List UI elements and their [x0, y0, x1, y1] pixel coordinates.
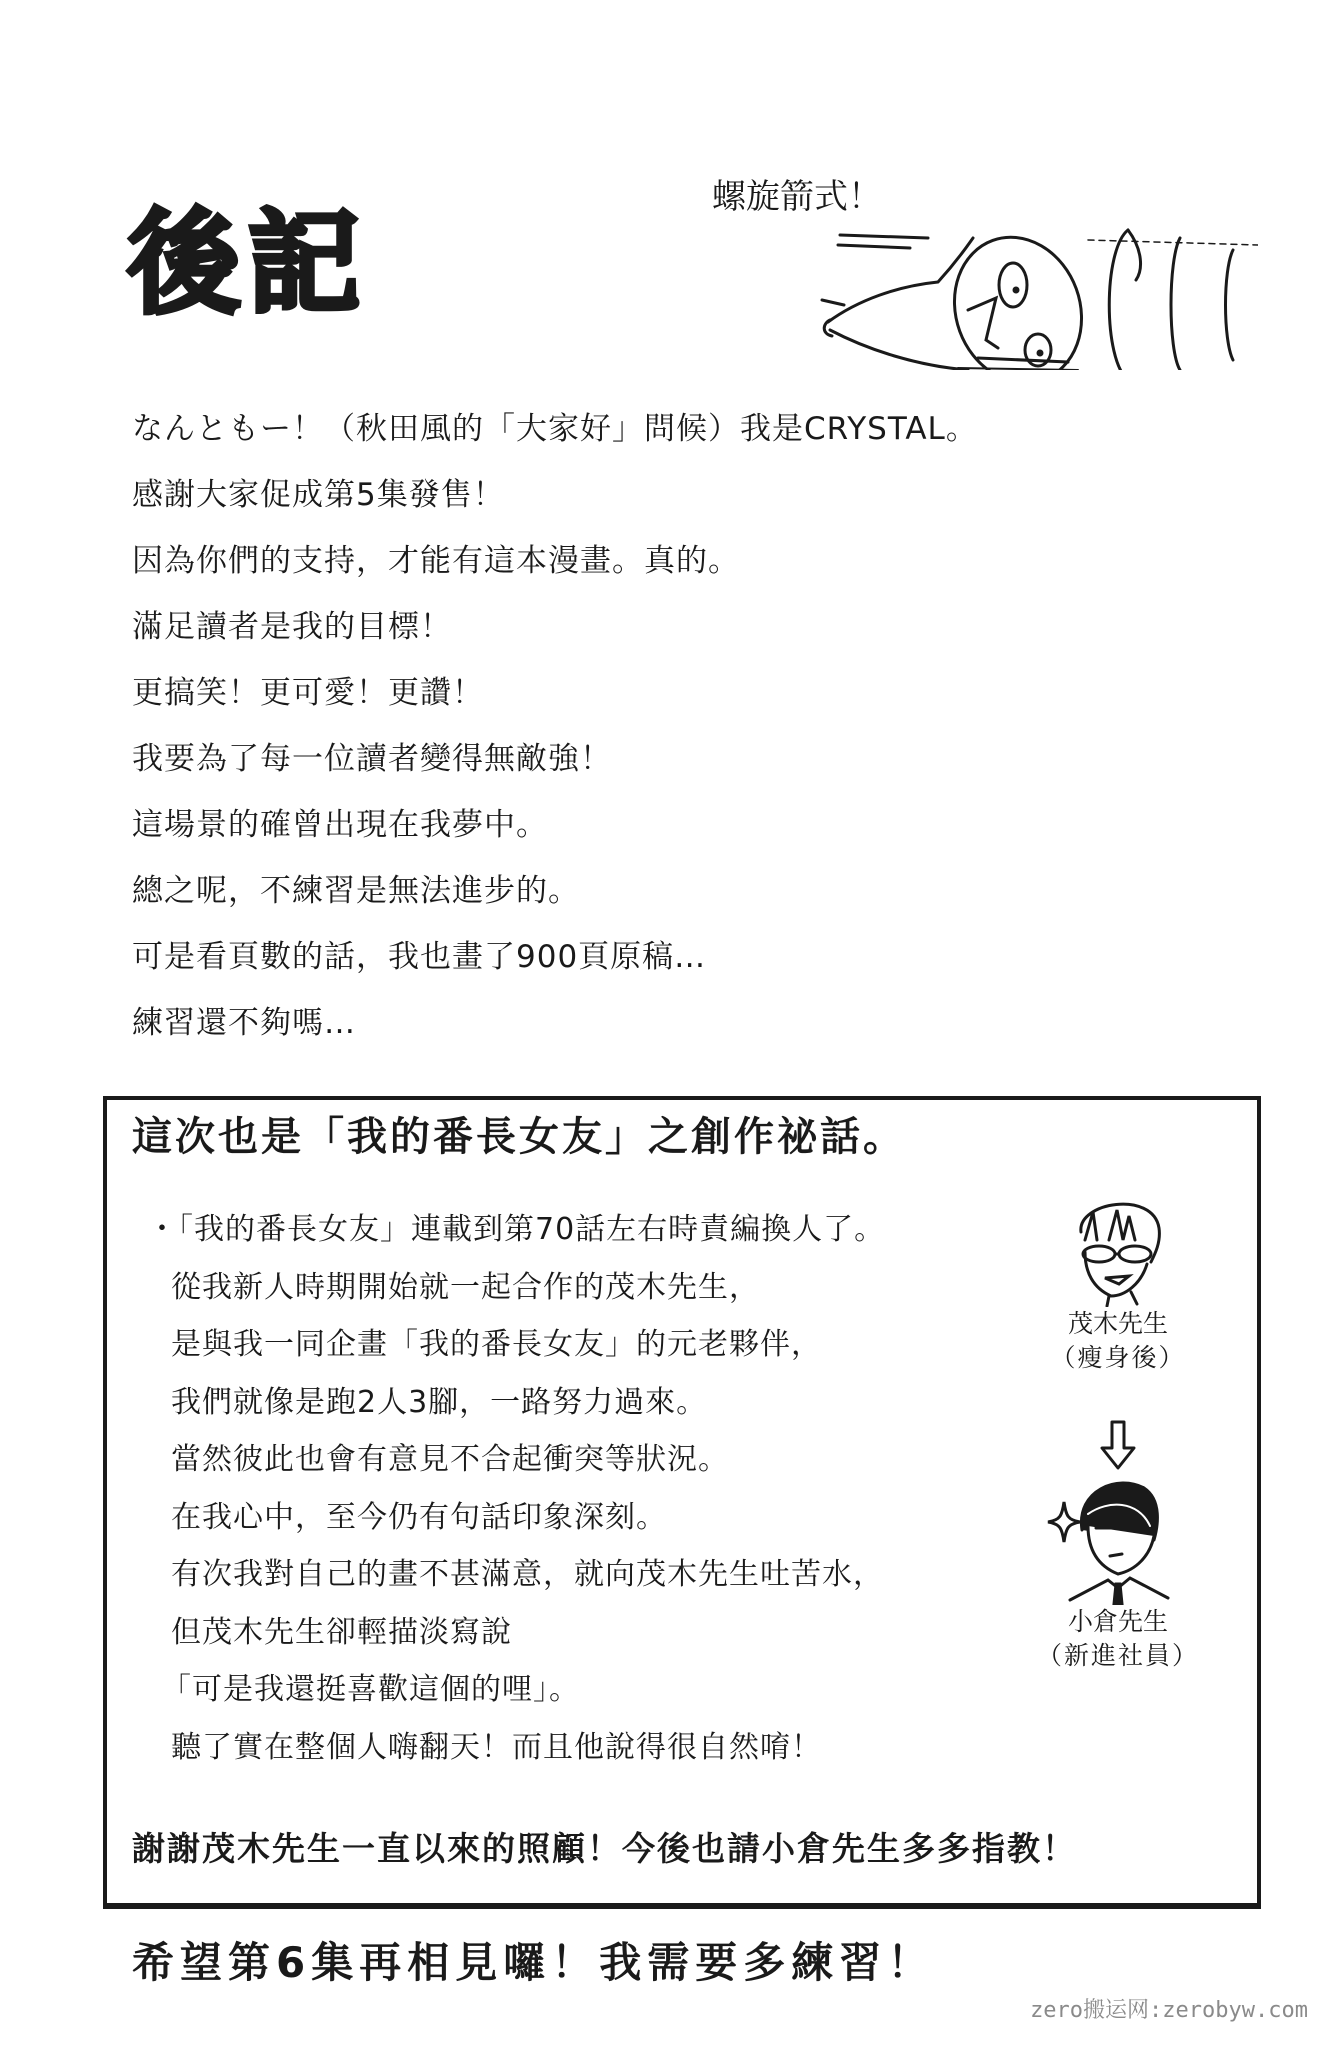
box-line: 但茂木先生卻輕描淡寫說 — [171, 1614, 512, 1650]
thanks-footer: 謝謝茂木先生一直以來的照顧！今後也請小倉先生多多指教！ — [132, 1829, 1077, 1868]
intro-line: 因為你們的支持，才能有這本漫畫。真的。 — [132, 543, 740, 579]
afterword-title: 後記 — [128, 199, 368, 329]
intro-line: 感謝大家促成第5集發售！ — [132, 477, 505, 513]
box-line: 是與我一同企畫「我的番長女友」的元老夥伴， — [171, 1327, 822, 1362]
editor-name: 小倉先生 — [1067, 1607, 1168, 1636]
box-line: ・「我的番長女友」連載到第70話左右時責編換人了。 — [147, 1212, 886, 1247]
intro-line: なんともー！（秋田風的「大家好」問候）我是CRYSTAL。 — [132, 411, 978, 447]
editor-ogura — [1018, 1470, 1218, 1673]
intro-line: 練習還不夠嗎… — [132, 1005, 356, 1041]
editor-role: （瘦身後） — [1050, 1343, 1186, 1372]
spinning-character-illustration — [818, 190, 1258, 370]
intro-line: 可是看頁數的話，我也畫了900頁原稿… — [132, 939, 707, 975]
intro-line: 更搞笑！更可愛！更讚！ — [132, 675, 484, 711]
intro-line: 這場景的確曾出現在我夢中。 — [132, 807, 548, 843]
mogi-portrait-icon — [1063, 1192, 1173, 1307]
box-line: 從我新人時期開始就一起合作的茂木先生， — [171, 1269, 760, 1305]
intro-line: 總之呢，不練習是無法進步的。 — [132, 873, 580, 909]
box-title: 這次也是「我的番長女友」之創作祕話。 — [132, 1114, 906, 1160]
watermark: zero搬运网:zerobyw.com — [1030, 1998, 1308, 2023]
intro-line: 滿足讀者是我的目標！ — [132, 609, 452, 645]
editor-mogi — [1018, 1192, 1218, 1375]
intro-line: 我要為了每一位讀者變得無敵強！ — [132, 741, 612, 777]
box-line: 在我心中，至今仍有句話印象深刻。 — [171, 1499, 667, 1535]
down-arrow-icon — [1100, 1420, 1136, 1470]
closing-message: 希望第6集再相見囉！我需要多練習！ — [132, 1938, 936, 1987]
box-body — [147, 1201, 1047, 1776]
box-line: 「可是我還挺喜歡這個的哩」。 — [161, 1672, 580, 1707]
box-line: 聽了實在整個人嗨翻天！而且他說得很自然唷！ — [171, 1729, 822, 1765]
editor-name: 茂木先生 — [1067, 1309, 1168, 1338]
shout-caption: 螺旋箭式！ — [712, 177, 882, 217]
intro-paragraph — [132, 396, 1232, 1056]
editor-role: （新進社員） — [1036, 1641, 1199, 1670]
ogura-portrait-icon — [1058, 1470, 1178, 1605]
box-line: 我們就像是跑2人3腳，一路努力過來。 — [171, 1384, 708, 1420]
box-line: 當然彼此也會有意見不合起衝突等狀況。 — [171, 1442, 729, 1477]
box-line: 有次我對自己的畫不甚滿意，就向茂木先生吐苦水， — [171, 1557, 884, 1592]
